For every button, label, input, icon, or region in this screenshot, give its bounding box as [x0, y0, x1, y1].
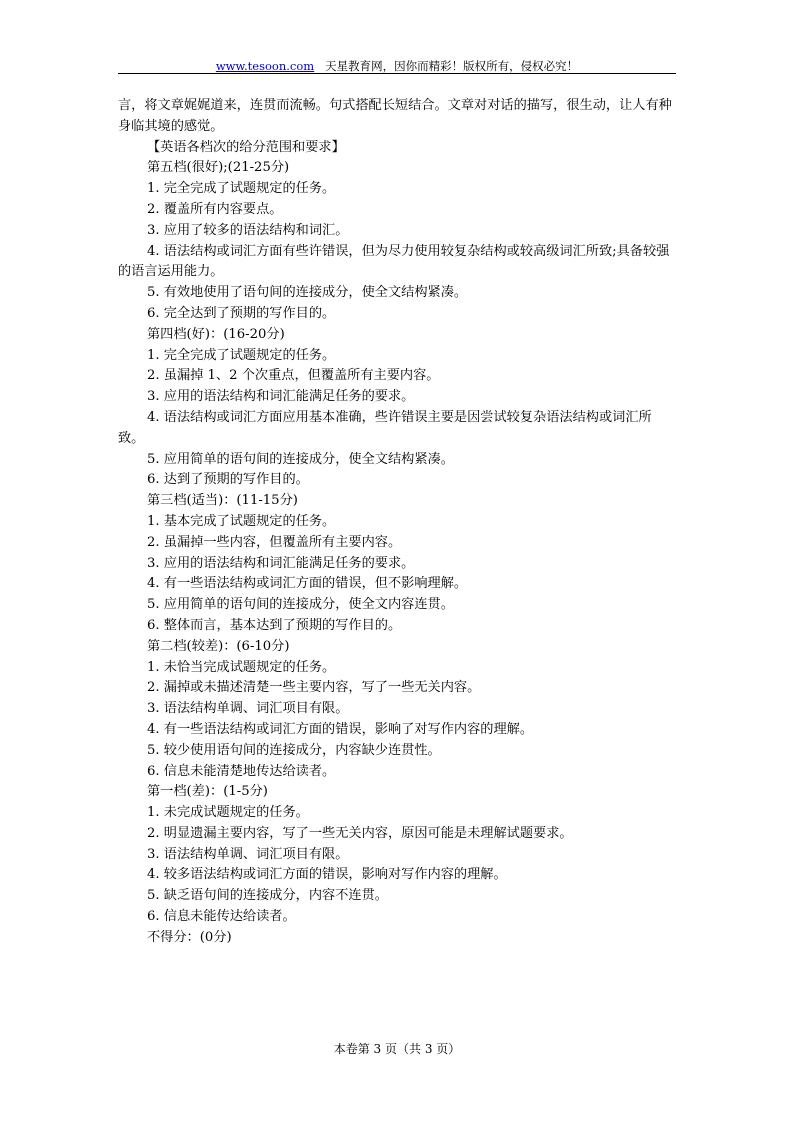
zero-score-line: 不得分：(0分): [147, 929, 232, 945]
site-link[interactable]: www.tesoon.com: [215, 59, 315, 73]
criterion-item: 2. 覆盖所有内容要点。: [147, 201, 283, 217]
criterion-item: 1. 未恰当完成试题规定的任务。: [147, 659, 336, 675]
criterion-item: 5. 较少使用语句间的连接成分，内容缺少连贯性。: [147, 742, 441, 758]
page-header: [118, 58, 676, 74]
criterion-item: 3. 语法结构单调、词汇项目有限。: [147, 701, 349, 717]
criterion-item: 4. 较多语法结构或词汇方面的错误，影响对写作内容的理解。: [147, 867, 507, 883]
criterion-item: 1. 完全完成了试题规定的任务。: [147, 347, 336, 363]
grade-title: 第四档(好)：(16-20分): [147, 326, 285, 342]
criterion-item: 6. 完全达到了预期的写作目的。: [147, 305, 336, 321]
section-title: 【英语各档次的给分范围和要求】: [147, 139, 345, 155]
criterion-item: 4. 有一些语法结构或词汇方面的错误，但不影响理解。: [147, 576, 468, 592]
criterion-item: 5. 应用简单的语句间的连接成分，使全文内容连贯。: [147, 597, 454, 613]
criterion-item: 6. 达到了预期的写作目的。: [147, 472, 309, 488]
criterion-item: 6. 信息未能传达给读者。: [147, 909, 296, 925]
grade-title: 第五档(很好);(21-25分): [147, 160, 290, 176]
criterion-item: 2. 虽漏掉 1、2 个次重点，但覆盖所有主要内容。: [147, 368, 440, 384]
header-text: 天星教育网，因你而精彩！版权所有，侵权必究！: [325, 59, 579, 73]
criterion-item: 5. 有效地使用了语句间的连接成分，使全文结构紧凑。: [147, 285, 468, 301]
criterion-item: 4. 有一些语法结构或词汇方面的错误，影响了对写作内容的理解。: [147, 721, 534, 737]
criterion-item: 3. 语法结构单调、词汇项目有限。: [147, 846, 349, 862]
criterion-item: 4. 语法结构或词汇方面应用基本准确，些许错误主要是因尝试较复杂语法结构或词汇所致。: [118, 409, 652, 446]
criterion-item: 2. 漏掉或未描述清楚一些主要内容，写了一些无关内容。: [147, 680, 481, 696]
header-divider: [118, 73, 676, 74]
criterion-item: 5. 应用简单的语句间的连接成分，使全文结构紧凑。: [147, 451, 454, 467]
criterion-item: 6. 整体而言，基本达到了预期的写作目的。: [147, 617, 402, 633]
page-footer: 本卷第 3 页（共 3 页）: [333, 1042, 461, 1056]
grade-title: 第二档(较差)：(6-10分): [147, 638, 290, 654]
criterion-item: 1. 基本完成了试题规定的任务。: [147, 513, 336, 529]
criterion-item: 2. 明显遗漏主要内容，写了一些无关内容，原因可能是未理解试题要求。: [147, 825, 573, 841]
grade-title: 第一档(差)：(1-5分): [147, 784, 268, 800]
criterion-item: 1. 完全完成了试题规定的任务。: [147, 181, 336, 197]
grade-title: 第三档(适当)：(11-15分): [147, 493, 298, 509]
criterion-item: 3. 应用的语法结构和词汇能满足任务的要求。: [147, 555, 415, 571]
criterion-item: 4. 语法结构或词汇方面有些许错误，但为尽力使用较复杂结构或较高级词汇所致;具备较强的语言运用能力。: [118, 243, 670, 280]
criterion-item: 1. 未完成试题规定的任务。: [147, 805, 309, 821]
criterion-item: 5. 缺乏语句间的连接成分，内容不连贯。: [147, 888, 388, 904]
criterion-item: 6. 信息未能清楚地传达给读者。: [147, 763, 336, 779]
intro-paragraph: 言，将文章娓娓道来，连贯而流畅。句式搭配长短结合。文章对对话的描写，很生动，让人有种身临其境的感觉。: [118, 98, 672, 134]
criterion-item: 2. 虽漏掉一些内容，但覆盖所有主要内容。: [147, 534, 402, 550]
grade-list: [118, 158, 678, 927]
criterion-item: 3. 应用的语法结构和词汇能满足任务的要求。: [147, 389, 415, 405]
document-body: [118, 96, 678, 949]
criterion-item: 3. 应用了较多的语法结构和词汇。: [147, 222, 349, 238]
